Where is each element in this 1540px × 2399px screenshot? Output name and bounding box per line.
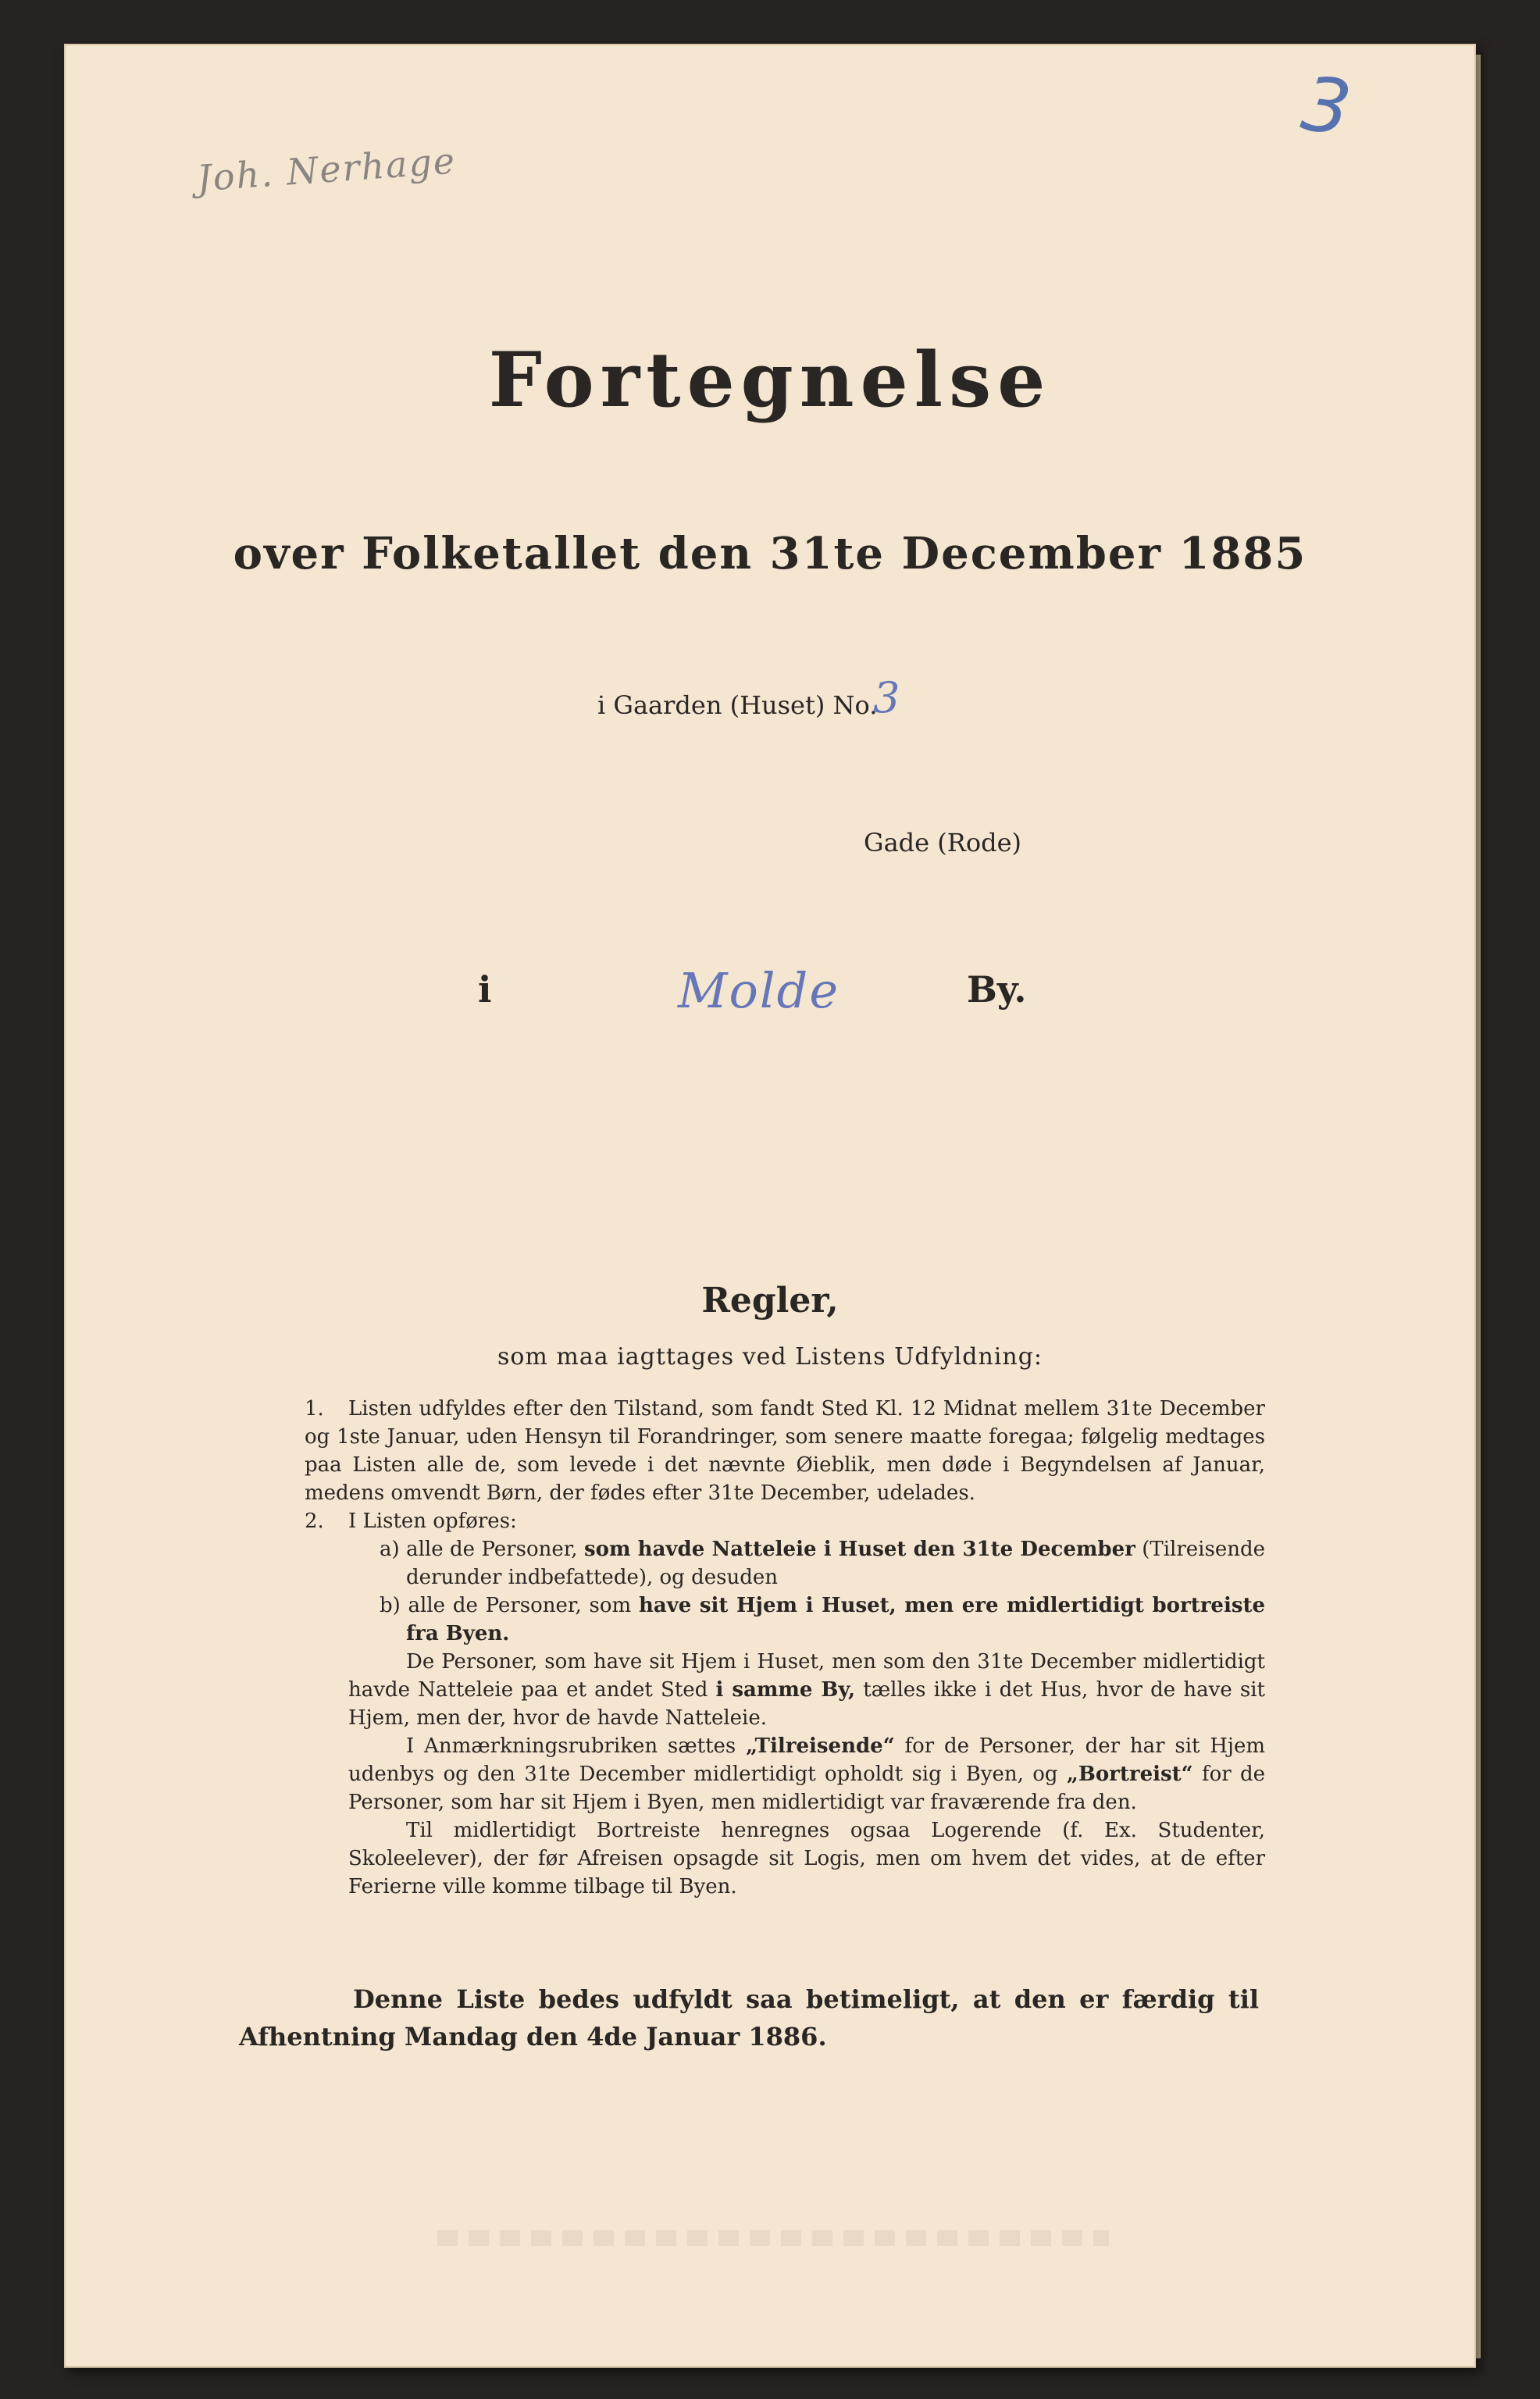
rules-subheading: som maa iagttages ved Listens Udfyldning:	[497, 1343, 1043, 1371]
rule-2b-bold: have sit Hjem i Huset, men ere midlertidigt bortreiste fra Byen.	[406, 1594, 1266, 1645]
p1-bold: i samme By,	[715, 1678, 856, 1702]
p1-part2: tælles ikke i det Hus, hvor de have sit Hjem, men der, hvor de havde Natteleie.	[348, 1678, 1265, 1730]
rule-2b-prefix: b) alle de Personer, som	[380, 1594, 632, 1617]
rule-2a-prefix: a) alle de Personer,	[380, 1538, 578, 1561]
pencil-note: Joh. Nerhage	[195, 139, 458, 200]
p2-part3: for de Personer, som har sit Hjem i Byen, men midlertidigt var fraværende fra den.	[348, 1763, 1266, 1814]
faint-bleed-through	[437, 2230, 1109, 2246]
rule-1-number: 1.	[305, 1397, 324, 1421]
p1-part1: De Personer, som have sit Hjem i Huset, men som den 31te December midlertidigt havde Natteleie paa et andet Sted	[348, 1650, 1265, 1702]
rules-body	[305, 1395, 1265, 1901]
document-title: Fortegnelse	[488, 336, 1052, 424]
rule-2-paragraph-3	[305, 1816, 1265, 1901]
gade-label: Gade (Rode)	[864, 828, 1021, 857]
rule-2-text: I Listen opføres:	[348, 1510, 517, 1533]
rule-1	[305, 1395, 1265, 1507]
rule-2	[305, 1507, 1265, 1535]
gaard-label: i Gaarden (Huset) No.	[597, 690, 878, 720]
rule-2a-suffix: (Tilreisende derunder indbefattede), og desuden	[406, 1538, 1265, 1589]
p2-part1: I Anmærkningsrubriken sættes	[406, 1734, 736, 1758]
deadline-notice: Denne Liste bedes udfyldt saa betimeligt, at den er færdig til Afhentning Mandag den 4de Januar 1886.	[239, 1984, 1259, 2051]
rule-2-number: 2.	[305, 1510, 324, 1533]
page-number: 3	[1296, 59, 1356, 153]
town-name: Molde	[678, 962, 840, 1019]
gaard-number: 3	[873, 673, 900, 722]
rule-2a-bold: som havde Natteleie i Huset den 31te December	[583, 1538, 1135, 1561]
rule-1-text: Listen udfyldes efter den Tilstand, som fandt Sted Kl. 12 Midnat mellem 31te December og 1ste Januar, uden Hensyn til Forandringer, som senere maatte foregaa; følgelig medtages paa Listen alle de, som levede i det nævnte Øieblik, men døde i Begyndelsen af Januar, medens omvendt Børn, der fødes efter 31te December, udelades.	[305, 1397, 1265, 1505]
document-subtitle: over Folketallet den 31te December 1885	[233, 528, 1307, 579]
rules-heading: Regler,	[701, 1281, 839, 1321]
p2-part2: for de Personer, der har sit Hjem udenbys og den 31te December midlertidigt opholdt sig i Byen, og	[348, 1734, 1266, 1786]
p3-text: Til midlertidigt Bortreiste henregnes ogsaa Logerende (f. Ex. Studenter, Skoleelever), der før Afreisen opsagde sit Logis, men om hvem det vides, at de efter Ferierne ville komme tilbage til Byen.	[348, 1819, 1265, 1898]
by-label: By.	[967, 968, 1027, 1011]
p2-bold2: „Bortreist“	[1066, 1763, 1193, 1786]
rule-2b	[305, 1592, 1265, 1648]
rule-2-paragraph-2	[305, 1732, 1265, 1816]
p2-bold1: „Tilreisende“	[746, 1734, 895, 1758]
rule-2a	[305, 1535, 1265, 1592]
i-label: i	[478, 968, 492, 1011]
rule-2-paragraph-1	[305, 1648, 1265, 1732]
